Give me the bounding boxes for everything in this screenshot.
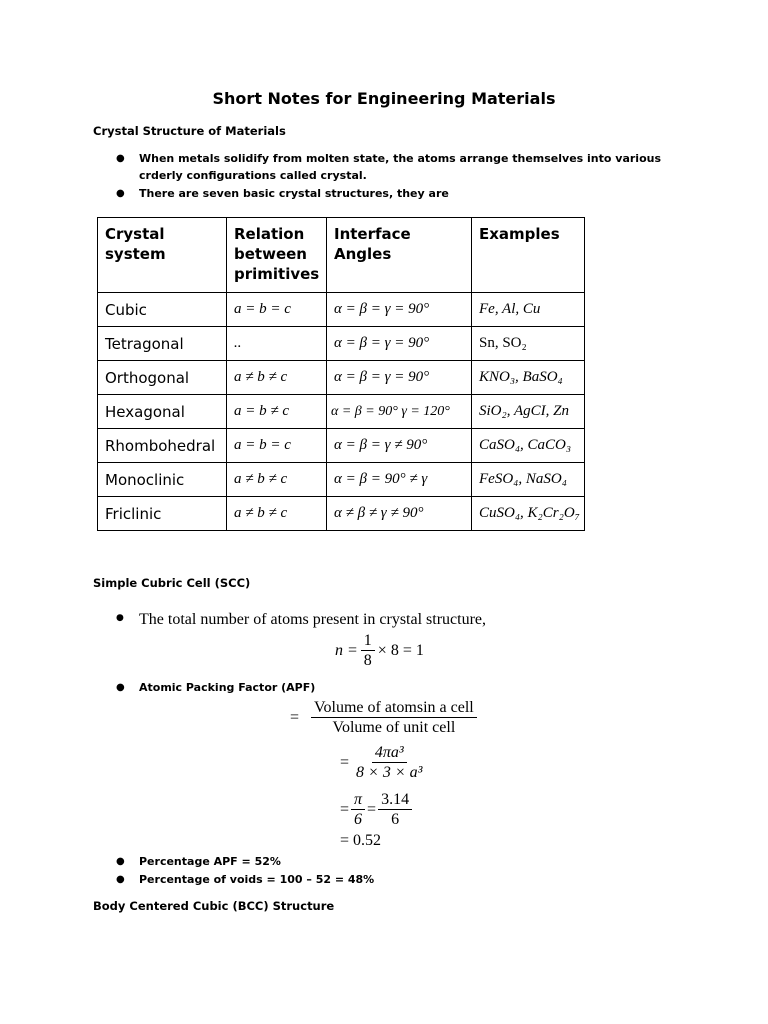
- relation-cell: a ≠ b ≠ c: [227, 463, 327, 497]
- equals-sign: =: [340, 753, 350, 771]
- angles-cell: α = β = γ = 90°: [327, 361, 472, 395]
- section-heading-crystal-structure: Crystal Structure of Materials: [93, 124, 286, 138]
- numerator: π: [351, 790, 365, 810]
- bullet-icon: ●: [116, 682, 125, 693]
- numerator: Volume of atomsin a cell: [311, 698, 477, 718]
- bullet-icon: ●: [116, 874, 125, 885]
- denominator: Volume of unit cell: [332, 719, 456, 736]
- angles-cell: α = β = 90° ≠ γ: [327, 463, 472, 497]
- angles-cell: α = β = γ ≠ 90°: [327, 429, 472, 463]
- denominator: 6: [391, 811, 400, 828]
- column-header: Crystal system: [98, 218, 227, 293]
- angles-cell: α = β = γ = 90°: [327, 293, 472, 327]
- denominator: 8: [363, 652, 372, 669]
- examples-cell: CuSO₄, K₂Cr₂O₇: [472, 497, 585, 531]
- relation-cell: a ≠ b ≠ c: [227, 361, 327, 395]
- examples-cell: Fe, Al, Cu: [472, 293, 585, 327]
- bullet-text: Percentage APF = 52%: [139, 855, 281, 868]
- section-heading-bcc: Body Centered Cubic (BCC) Structure: [93, 899, 335, 913]
- system-cell: Friclinic: [98, 497, 227, 531]
- bullet-icon: ●: [116, 856, 125, 867]
- system-cell: Rhombohedral: [98, 429, 227, 463]
- angles-cell: α = β = 90° γ = 120°: [327, 395, 472, 429]
- bullet-text: The total number of atoms present in crystal structure,: [139, 611, 487, 628]
- numerator: 4πa³: [372, 743, 407, 763]
- fraction: [351, 790, 365, 829]
- denominator: 8 × 3 × a³: [356, 764, 423, 781]
- table-row: [98, 463, 585, 497]
- eq-lhs: n =: [335, 641, 358, 659]
- table-header-row: [98, 218, 585, 293]
- bullet-text: There are seven basic crystal structures, they are: [139, 187, 449, 200]
- system-cell: Monoclinic: [98, 463, 227, 497]
- table-row: [98, 497, 585, 531]
- system-cell: Tetragonal: [98, 327, 227, 361]
- equals-sign: =: [340, 800, 350, 818]
- crystal-systems-table: [97, 217, 585, 531]
- system-cell: Cubic: [98, 293, 227, 327]
- examples-cell: FeSO₄, NaSO₄: [472, 463, 585, 497]
- numerator: 1: [361, 631, 375, 651]
- numerator: 3.14: [378, 790, 412, 810]
- column-header: Examples: [472, 218, 585, 293]
- relation-cell: a = b = c: [227, 293, 327, 327]
- bullet-icon: ●: [116, 188, 125, 199]
- apf-equation-2: [340, 743, 425, 782]
- fraction: [353, 743, 425, 782]
- table-row: [98, 395, 585, 429]
- denominator: 6: [354, 811, 363, 828]
- examples-cell: SiO₂, AgCI, Zn: [472, 395, 585, 429]
- fraction: [311, 698, 477, 737]
- relation-cell: a ≠ b ≠ c: [227, 497, 327, 531]
- examples-cell: Sn, SO₂: [472, 327, 585, 361]
- fraction: [378, 790, 412, 829]
- section-heading-scc: Simple Cubric Cell (SCC): [93, 576, 251, 590]
- table-row: [98, 293, 585, 327]
- bullet-icon: ●: [116, 153, 125, 164]
- system-cell: Hexagonal: [98, 395, 227, 429]
- column-header: Relation between primitives: [227, 218, 327, 293]
- table-row: [98, 429, 585, 463]
- fraction: [361, 631, 375, 670]
- apf-equation-1: [290, 698, 477, 737]
- examples-cell: CaSO₄, CaCO₃: [472, 429, 585, 463]
- table-row: [98, 361, 585, 395]
- relation-cell: ..: [227, 327, 327, 361]
- equals-sign: =: [367, 800, 377, 818]
- apf-result: = 0.52: [340, 832, 382, 849]
- crystal-bullets: [0, 150, 768, 200]
- bullet-text: Atomic Packing Factor (APF): [139, 681, 316, 694]
- table-row: [98, 327, 585, 361]
- column-header: Interface Angles: [327, 218, 472, 293]
- relation-cell: a = b ≠ c: [227, 395, 327, 429]
- atoms-count-equation: [335, 631, 424, 670]
- apf-equation-3: [340, 790, 412, 829]
- eq-rhs: × 8 = 1: [377, 641, 424, 659]
- system-cell: Orthogonal: [98, 361, 227, 395]
- bullet-icon: ●: [116, 613, 124, 623]
- bullet-text: Percentage of voids = 100 – 52 = 48%: [139, 873, 375, 886]
- bullet-text: When metals solidify from molten state, the atoms arrange themselves into various crderly configurations called crystal.: [139, 152, 662, 182]
- page-title: Short Notes for Engineering Materials: [212, 89, 556, 108]
- angles-cell: α = β = γ = 90°: [327, 327, 472, 361]
- equals-sign: =: [290, 708, 300, 726]
- examples-cell: KNO₃, BaSO₄: [472, 361, 585, 395]
- relation-cell: a = b = c: [227, 429, 327, 463]
- angles-cell: α ≠ β ≠ γ ≠ 90°: [327, 497, 472, 531]
